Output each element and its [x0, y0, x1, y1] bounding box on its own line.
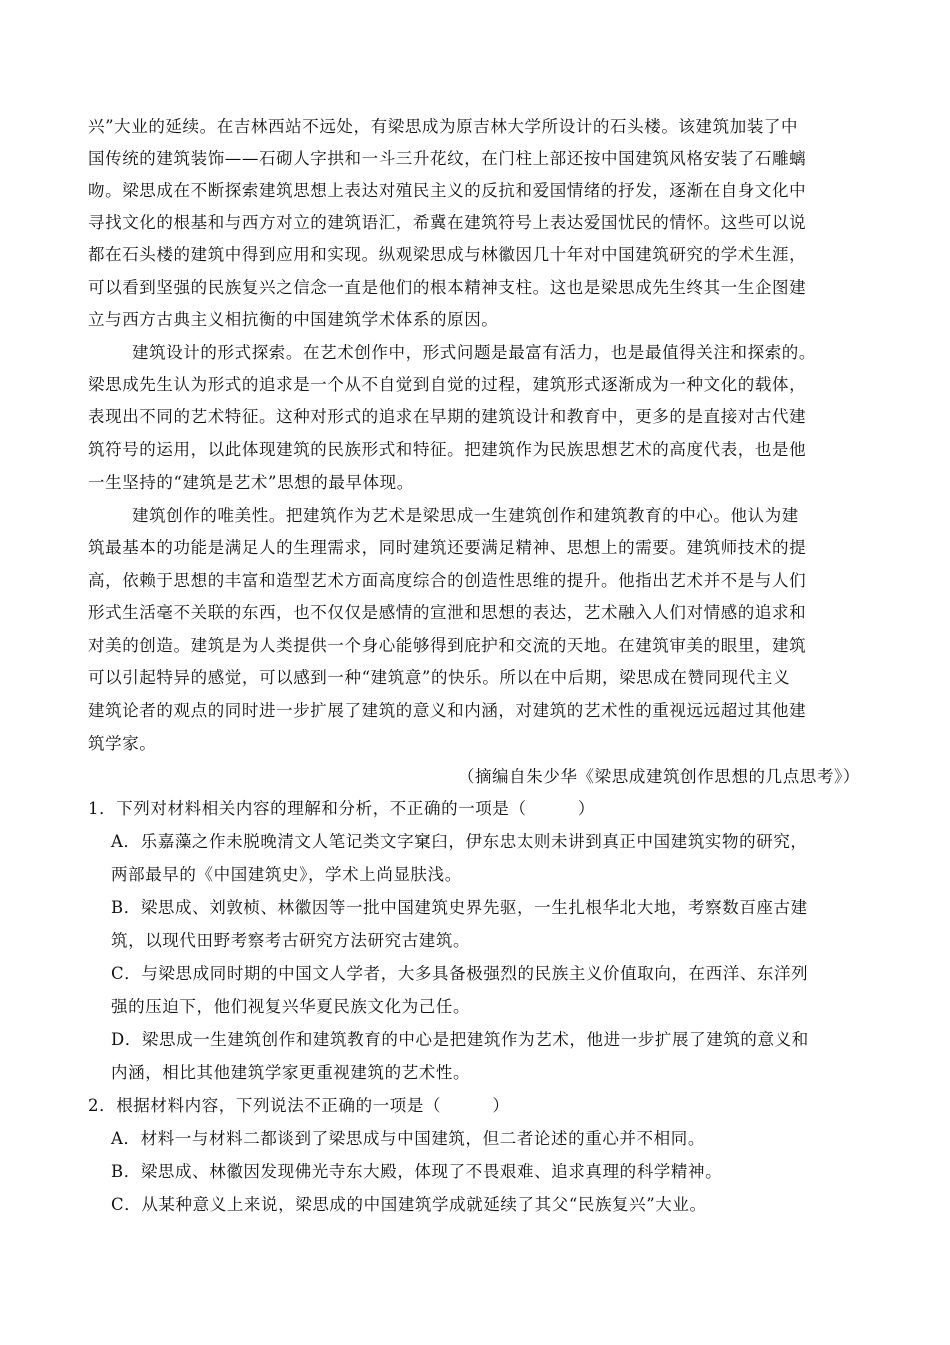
passage-line: 都在石头楼的建筑中得到应用和实现。纵观梁思成与林徽因几十年对中国建筑研究的学术生涯， [88, 245, 807, 264]
question-option: D．梁思成一生建筑创作和建筑教育的中心是把建筑作为艺术，他进一步扩展了建筑的意义和 [111, 1030, 809, 1049]
passage-line: 一生坚持的“建筑是艺术”思想的最早体现。 [88, 473, 414, 492]
passage-line: 可以引起特异的感觉，可以感到一种“建筑意”的快乐。所以在中后期，梁思成在赞同现代主义 [88, 668, 791, 687]
passage-line: 筑最基本的功能是满足人的生理需求，同时建筑还要满足精神、思想上的需要。建筑师技术的提 [88, 538, 807, 557]
question-stem: 1．下列对材料相关内容的理解和分析，不正确的一项是（ ） [88, 799, 595, 818]
question-option: B．梁思成、刘敦桢、林徽因等一批中国建筑史界先驱，一生扎根华北大地，考察数百座古建 [111, 898, 808, 917]
question-option-continuation: 强的压迫下，他们视复兴华夏民族文化为己任。 [111, 997, 471, 1016]
question-option: A．乐嘉藻之作未脱晚清文人笔记类文字窠臼，伊东忠太则未讲到真正中国建筑实物的研究， [111, 832, 808, 851]
passage-line: 表现出不同的艺术特征。这种对形式的追求在早期的建筑设计和教育中，更多的是直接对古代建 [88, 407, 807, 426]
question-option-continuation: 内涵，相比其他建筑学家更重视建筑的艺术性。 [111, 1063, 471, 1082]
question-option: A．材料一与材料二都谈到了梁思成与中国建筑，但二者论述的重心并不相同。 [111, 1129, 705, 1148]
passage-line: 寻找文化的根基和与西方对立的建筑语汇，希冀在建筑符号上表达爱国忧民的情怀。这些可以说 [88, 213, 807, 232]
question-option: B．梁思成、林徽因发现佛光寺东大殿，体现了不畏艰难、追求真理的科学精神。 [111, 1162, 723, 1181]
question-stem: 2．根据材料内容，下列说法不正确的一项是（ ） [88, 1096, 510, 1115]
question-option-continuation: 两部最早的《中国建筑史》，学术上尚显肤浅。 [111, 865, 462, 884]
question-option-continuation: 筑，以现代田野考察考古研究方法研究古建筑。 [111, 931, 471, 950]
passage-line: 对美的创造。建筑是为人类提供一个身心能够得到庇护和交流的天地。在建筑审美的眼里，建筑 [88, 636, 807, 655]
passage-line: 建筑创作的唯美性。把建筑作为艺术是梁思成一生建筑创作和建筑教育的中心。他认为建 [132, 506, 799, 525]
passage-line: 建筑论者的观点的同时进一步扩展了建筑的意义和内涵，对建筑的艺术性的重视远远超过其他建 [88, 701, 807, 720]
passage-line: 可以看到坚强的民族复兴之信念一直是他们的根本精神支柱。这也是梁思成先生终其一生企图建 [88, 278, 807, 297]
passage-line: 建筑设计的形式探索。在艺术创作中，形式问题是最富有活力，也是最值得关注和探索的。 [132, 343, 816, 362]
passage-line: 高，依赖于思想的丰富和造型艺术方面高度综合的创造性思维的提升。他指出艺术并不是与人们 [88, 571, 807, 590]
passage-line: 筑符号的运用，以此体现建筑的民族形式和特征。把建筑作为民族思想艺术的高度代表，也是他 [88, 440, 807, 459]
question-option: C．与梁思成同时期的中国文人学者，大多具备极强烈的民族主义价值取向，在西洋、东洋列 [111, 964, 809, 983]
source-citation: （摘编自朱少华《梁思成建筑创作思想的几点思考》） [457, 767, 860, 786]
passage-line: 兴”大业的延续。在吉林西站不远处，有梁思成为原吉林大学所设计的石头楼。该建筑加装了中 [88, 117, 799, 136]
passage-line: 吻。梁思成在不断探索建筑思想上表达对殖民主义的反抗和爱国情绪的抒发，逐渐在自身文化中 [88, 181, 807, 200]
passage-line: 筑学家。 [88, 734, 157, 753]
passage-line: 梁思成先生认为形式的追求是一个从不自觉到自觉的过程，建筑形式逐渐成为一种文化的载体， [88, 375, 807, 394]
passage-line: 立与西方古典主义相抗衡的中国建筑学术体系的原因。 [88, 310, 499, 329]
passage-line: 国传统的建筑装饰——石砌人字拱和一斗三升花纹，在门柱上部还按中国建筑风格安装了石雕螭 [88, 149, 807, 168]
question-option: C．从某种意义上来说，梁思成的中国建筑学成就延续了其父“民族复兴”大业。 [111, 1195, 707, 1214]
passage-line: 形式生活毫不关联的东西，也不仅仅是感情的宣泄和思想的表达，艺术融入人们对情感的追求和 [88, 603, 807, 622]
